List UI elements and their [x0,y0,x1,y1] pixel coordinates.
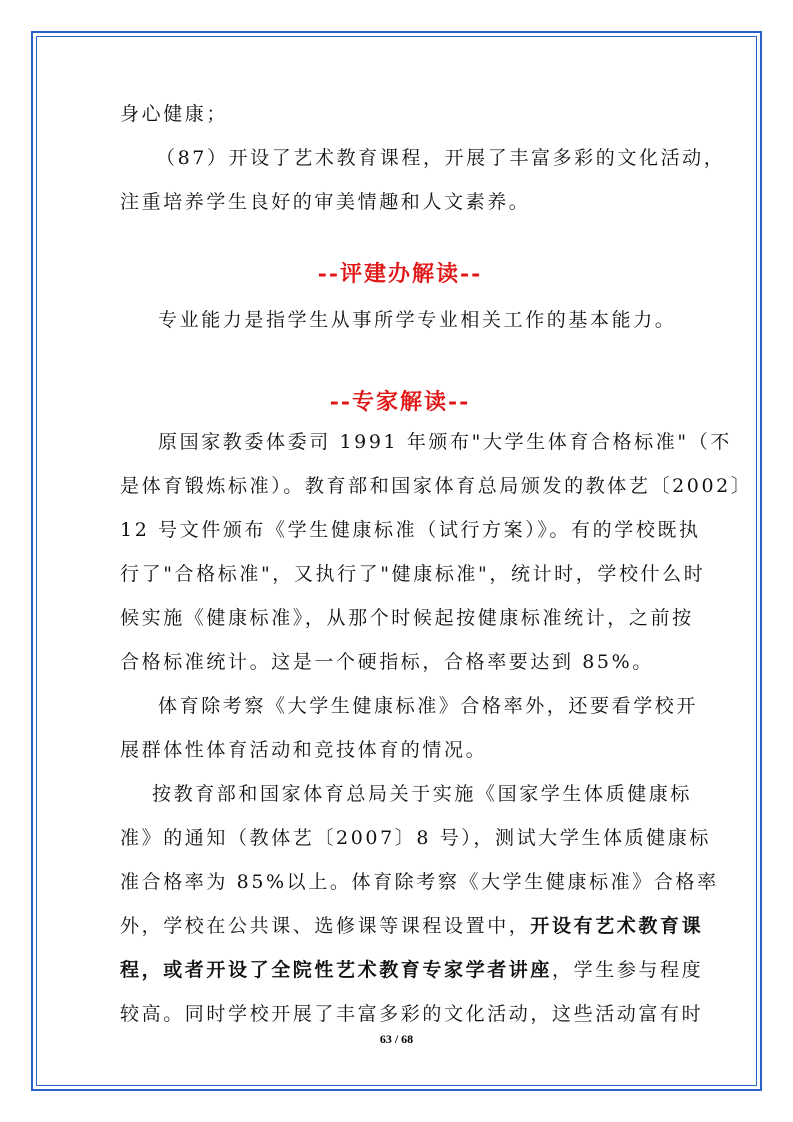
document-body [120,96,753,1040]
section-heading-pingjianban: --评建办解读-- [317,261,483,287]
text-line: 候实施《健康标准》，从那个时候起按健康标准统计，之前按 [120,607,694,629]
text-line: 展群体性体育活动和竞技体育的情况。 [120,739,488,761]
page-number: 63 / 68 [379,1032,414,1046]
text-line: 行了"合格标准"，又执行了"健康标准"，统计时，学校什么时 [120,563,706,585]
section-heading-expert: --专家解读-- [329,389,471,415]
paragraph-3 [120,776,719,1040]
text-line: 12 号文件颁布《学生健康标准（试行方案）》。有的学校既执 [120,519,701,541]
text-line: 专业能力是指学生从事所学专业相关工作的基本能力。 [158,309,677,331]
text-normal: 外，学校在公共课、选修课等课程设置中， [120,915,531,937]
text-bold: 程，或者开设了全院性艺术教育专家学者讲座 [120,959,553,981]
text-line: 体育除考察《大学生健康标准》合格率外，还要看学校开 [158,695,699,717]
text-line: 是体育锻炼标准）。教育部和国家体育总局颁发的教体艺〔2002〕 [120,475,753,497]
text-line: （87）开设了艺术教育课程，开展了丰富多彩的文化活动， [156,147,726,169]
text-line: 原国家教委体委司 1991 年颁布"大学生体育合格标准"（不 [158,431,732,453]
text-line: 合格标准统计。这是一个硬指标，合格率要达到 85%。 [120,651,654,673]
text-line: 注重培养学生良好的审美情趣和人文素养。 [120,191,531,213]
text-normal: ，学生参与程度 [552,959,704,981]
text-line: 较高。同时学校开展了丰富多彩的文化活动，这些活动富有时 [120,1003,704,1025]
text-line: 准合格率为 85%以上。体育除考察《大学生健康标准》合格率 [120,871,719,893]
text-line: 身心健康； [120,103,229,125]
text-line: 按教育部和国家体育总局关于实施《国家学生体质健康标 [152,783,693,805]
paragraph-1 [120,424,753,688]
text-line: 准》的通知（教体艺〔2007〕8 号），测试大学生体质健康标 [120,827,711,849]
text-line [120,952,704,996]
paragraph-2 [120,688,699,776]
text-bold: 开设有艺术教育课 [530,915,704,937]
text-line [120,908,704,952]
